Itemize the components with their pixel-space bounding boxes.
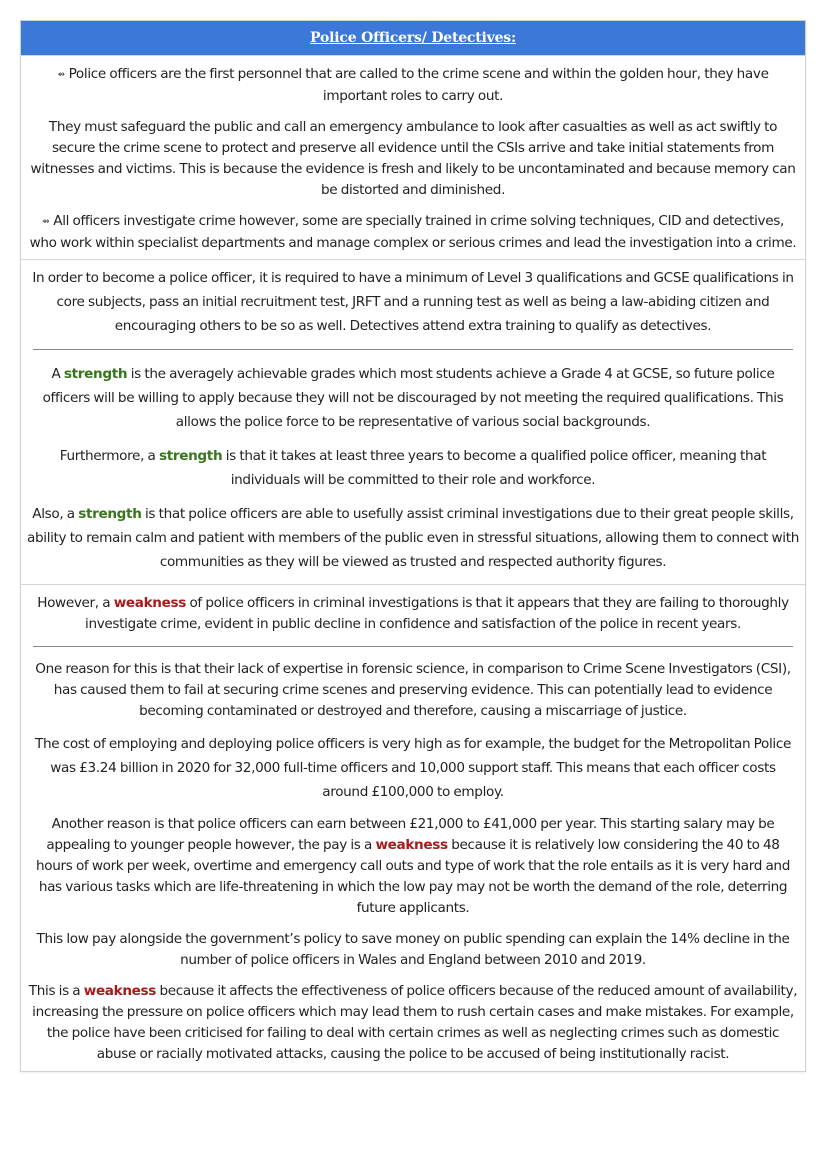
paragraph: ⇴ Police officers are the first personnel that are called to the crime scene and within the golden hour, they have important roles to carry out. <box>57 66 769 104</box>
strength-keyword: strength <box>63 366 128 382</box>
strength-keyword: strength <box>158 448 223 464</box>
paragraph: One reason for this is that their lack of expertise in forensic science, in comparison to Crime Scene Investigators (CSI), has caused them to fail at securing crime scenes and preserving evidence. This can potentially lead to evidence becoming contaminated or destroyed and therefore, causing a miscarriage of justice. <box>35 661 791 719</box>
paragraph: In order to become a police officer, it is required to have a minimum of Level 3 qualifications and GCSE qualifications in core subjects, pass an initial recruitment test, JRFT and a running test as well as being a law-abiding citizen and encouraging others to be so as well. Detectives attend extra training to qualify as detectives. <box>32 270 794 334</box>
section-weaknesses <box>21 585 805 1071</box>
paragraph: A strength is the averagely achievable grades which most students achieve a Grade 4 at GCSE, so future police officers will be willing to apply because they will not be discouraged by not meeting the required qualifications. This allows the police force to be representative of various social backgrounds. <box>42 366 784 430</box>
paragraph: The cost of employing and deploying police officers is very high as for example, the budget for the Metropolitan Police was £3.24 billion in 2020 for 32,000 full-time officers and 10,000 support staff. This means that each officer costs around £100,000 to employ. <box>35 736 791 800</box>
section-strengths <box>21 260 805 585</box>
paragraph: However, a weakness of police officers in criminal investigations is that it appears that they are failing to thoroughly investigate crime, evident in public decline in confidence and satisfaction of the police in recent years. <box>37 595 789 632</box>
paragraph: They must safeguard the public and call an emergency ambulance to look after casualties as well as act swiftly to secure the crime scene to protect and preserve all evidence until the CSIs arrive and take initial statements from witnesses and victims. This is because the evidence is fresh and likely to be uncontaminated and because memory can be distorted and diminished. <box>30 119 796 198</box>
divider <box>33 349 793 350</box>
weakness-keyword: weakness <box>113 595 186 611</box>
document-table <box>20 20 806 1072</box>
weakness-keyword: weakness <box>375 837 448 853</box>
arrow-bullet-icon: ⇴ <box>42 217 50 227</box>
paragraph: This is a weakness because it affects the effectiveness of police officers because of the reduced amount of availability, increasing the pressure on police officers which may lead them to rush certain cases and make mistakes. For example, the police have been criticised for failing to deal with certain crimes as well as neglecting crimes such as domestic abuse or racially motivated attacks, causing the police to be accused of being institutionally racist. <box>28 983 798 1062</box>
paragraph: Another reason is that police officers can earn between £21,000 to £41,000 per year. This starting salary may be appealing to younger people however, the pay is a weakness because it is relatively low considering the 40 to 48 hours of work per week, overtime and emergency call outs and type of work that the role entails as it is very hard and has various tasks which are life-threatening in which the low pay may not be worth the demand of the role, deterring future applicants. <box>36 816 790 916</box>
paragraph: Also, a strength is that police officers are able to usefully assist criminal investigations due to their great people skills, ability to remain calm and patient with members of the public even in stressful situations, allowing them to connect with communities as they will be viewed as trusted and respected authority figures. <box>27 506 799 570</box>
header-bar <box>21 21 805 56</box>
paragraph: This low pay alongside the government’s policy to save money on public spending can explain the 14% decline in the number of police officers in Wales and England between 2010 and 2019. <box>36 931 790 968</box>
paragraph: ⇴ All officers investigate crime however, some are specially trained in crime solving techniques, CID and detectives, who work within specialist departments and manage complex or serious crimes and lead the investigation into a crime. <box>29 213 797 251</box>
weakness-keyword: weakness <box>83 983 157 999</box>
paragraph: Furthermore, a strength is that it takes at least three years to become a qualified police officer, meaning that individuals will be committed to their role and workforce. <box>59 448 767 488</box>
section-role <box>21 56 805 260</box>
strength-keyword: strength <box>78 506 142 522</box>
arrow-bullet-icon: ⇴ <box>57 70 65 80</box>
divider <box>33 646 793 647</box>
page-title: Police Officers/ Detectives: <box>310 30 516 46</box>
